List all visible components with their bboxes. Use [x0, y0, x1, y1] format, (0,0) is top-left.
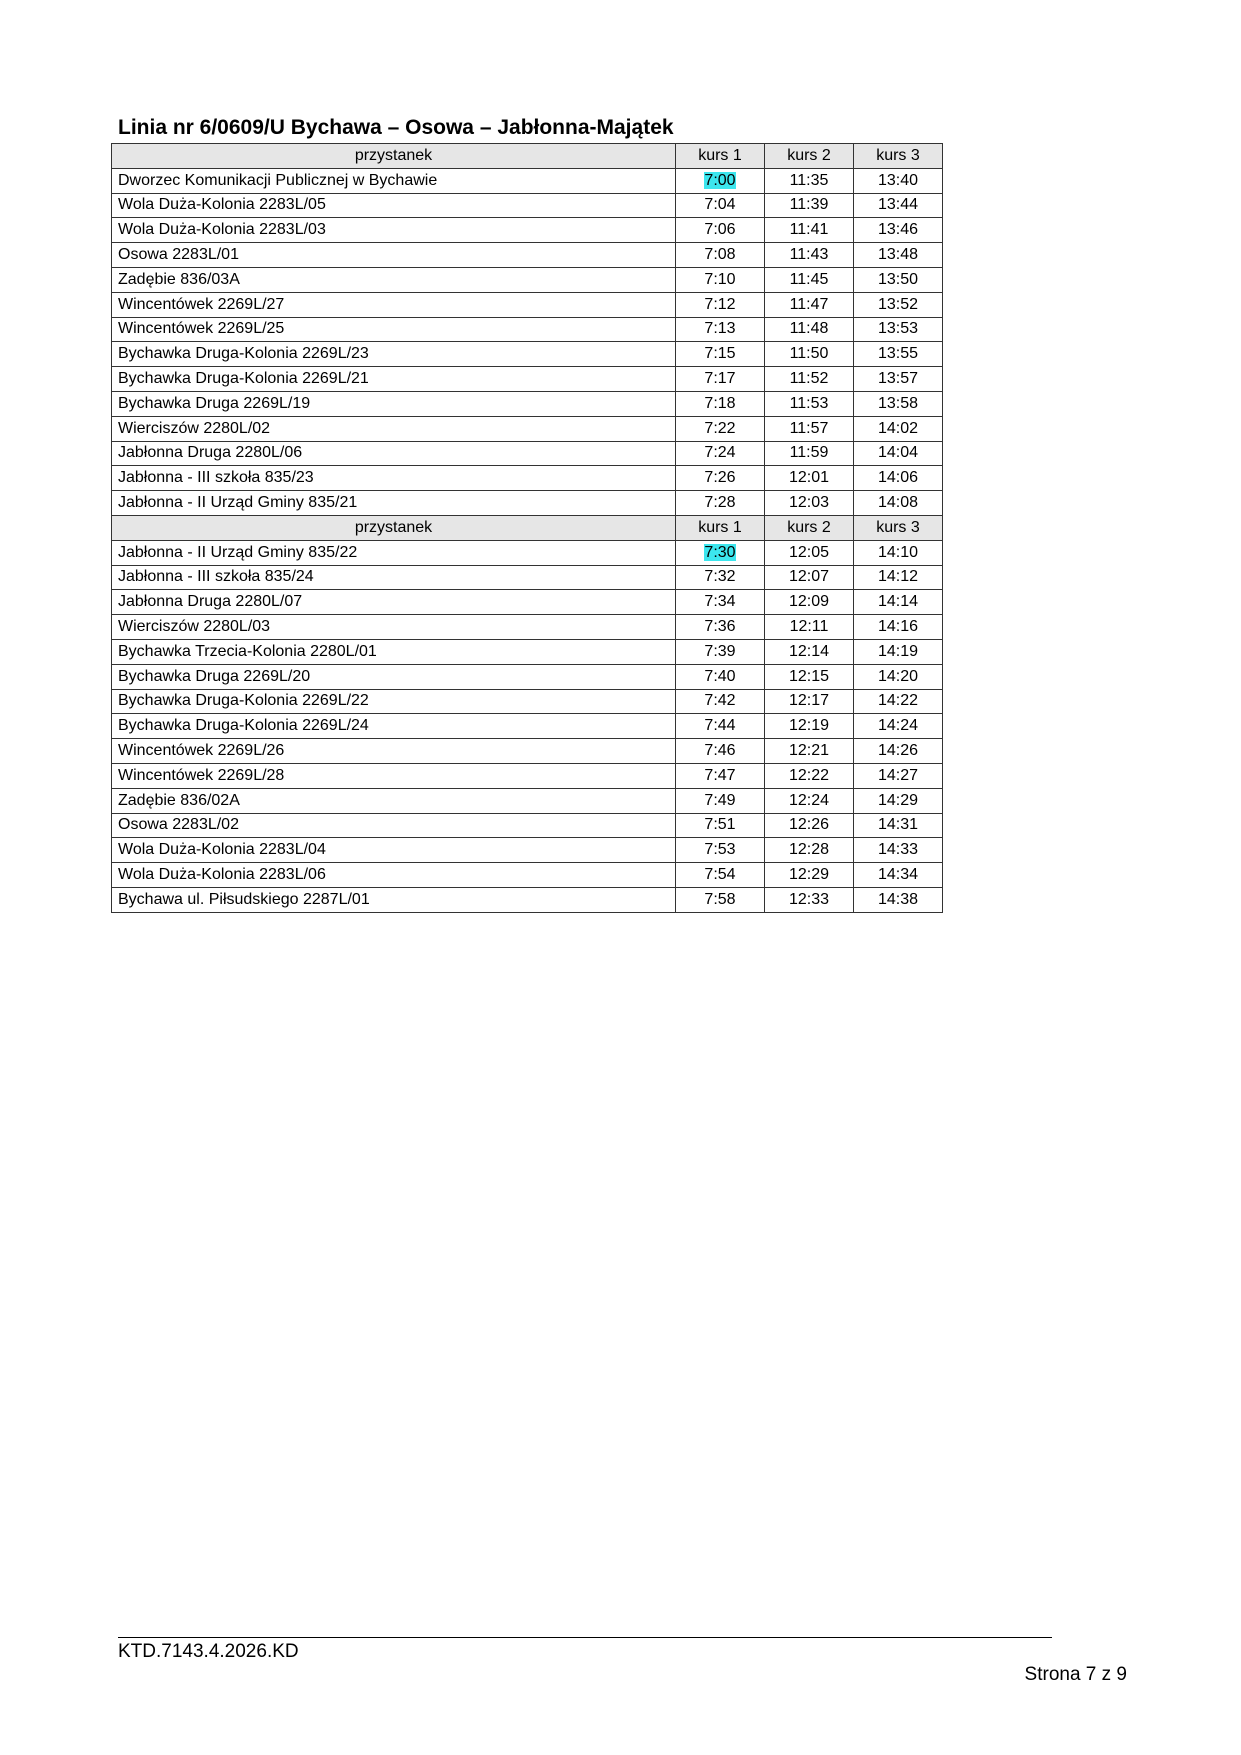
- departure-time: 7:39: [676, 639, 765, 664]
- departure-time: 14:02: [854, 416, 943, 441]
- departure-time: 13:44: [854, 193, 943, 218]
- departure-time: 11:50: [765, 342, 854, 367]
- stop-name: Jabłonna - III szkoła 835/23: [112, 466, 676, 491]
- stop-name: Wincentówek 2269L/28: [112, 763, 676, 788]
- stop-name: Wola Duża-Kolonia 2283L/05: [112, 193, 676, 218]
- departure-time: 7:42: [676, 689, 765, 714]
- departure-time: 14:06: [854, 466, 943, 491]
- departure-time: 7:34: [676, 590, 765, 615]
- stop-name: Bychawa ul. Piłsudskiego 2287L/01: [112, 887, 676, 912]
- timetable-body: [112, 144, 943, 913]
- page-number: Strona 7 z 9: [1024, 1664, 1127, 1685]
- departure-time: 11:48: [765, 317, 854, 342]
- table-row: [112, 664, 943, 689]
- table-row: [112, 367, 943, 392]
- stop-name: Bychawka Druga 2269L/19: [112, 391, 676, 416]
- table-row: [112, 590, 943, 615]
- departure-time: 13:52: [854, 292, 943, 317]
- departure-time: 14:16: [854, 615, 943, 640]
- table-row: [112, 813, 943, 838]
- departure-time: 7:22: [676, 416, 765, 441]
- stop-name: Jabłonna - III szkoła 835/24: [112, 565, 676, 590]
- departure-time: 12:33: [765, 887, 854, 912]
- table-row: [112, 391, 943, 416]
- departure-time: 7:58: [676, 887, 765, 912]
- table-row: [112, 887, 943, 912]
- departure-time: 14:10: [854, 540, 943, 565]
- stop-name: Zadębie 836/03A: [112, 267, 676, 292]
- departure-time: 7:15: [676, 342, 765, 367]
- departure-time: 11:47: [765, 292, 854, 317]
- departure-time: 11:45: [765, 267, 854, 292]
- departure-time: 11:41: [765, 218, 854, 243]
- table-row: [112, 466, 943, 491]
- departure-time: 11:59: [765, 441, 854, 466]
- departure-time: 12:22: [765, 763, 854, 788]
- departure-time: 13:57: [854, 367, 943, 392]
- departure-time: 14:08: [854, 491, 943, 516]
- table-row: [112, 763, 943, 788]
- return-header-row: [112, 515, 943, 540]
- departure-time: 11:35: [765, 168, 854, 193]
- table-row: [112, 540, 943, 565]
- table-row: [112, 491, 943, 516]
- stop-name: Wierciszów 2280L/03: [112, 615, 676, 640]
- stop-name: Bychawka Trzecia-Kolonia 2280L/01: [112, 639, 676, 664]
- header-kurs-3: kurs 3: [854, 144, 943, 169]
- departure-time: 12:17: [765, 689, 854, 714]
- stop-name: Wierciszów 2280L/02: [112, 416, 676, 441]
- departure-time: 7:32: [676, 565, 765, 590]
- table-row: [112, 788, 943, 813]
- departure-time: 12:21: [765, 739, 854, 764]
- departure-time: 14:27: [854, 763, 943, 788]
- timetable: [111, 143, 943, 913]
- departure-time: 12:14: [765, 639, 854, 664]
- departure-time: 14:34: [854, 863, 943, 888]
- stop-name: Bychawka Druga 2269L/20: [112, 664, 676, 689]
- departure-time: 7:44: [676, 714, 765, 739]
- table-row: [112, 615, 943, 640]
- departure-time: 13:58: [854, 391, 943, 416]
- stop-name: Bychawka Druga-Kolonia 2269L/22: [112, 689, 676, 714]
- departure-time: 11:57: [765, 416, 854, 441]
- departure-time: 14:19: [854, 639, 943, 664]
- stop-name: Osowa 2283L/01: [112, 243, 676, 268]
- departure-time: 7:51: [676, 813, 765, 838]
- departure-time: 13:40: [854, 168, 943, 193]
- stop-name: Wola Duża-Kolonia 2283L/03: [112, 218, 676, 243]
- stop-name: Osowa 2283L/02: [112, 813, 676, 838]
- departure-time: 12:29: [765, 863, 854, 888]
- departure-time: 12:24: [765, 788, 854, 813]
- stop-name: Bychawka Druga-Kolonia 2269L/24: [112, 714, 676, 739]
- departure-time: 7:13: [676, 317, 765, 342]
- departure-time: 12:19: [765, 714, 854, 739]
- departure-time: 7:18: [676, 391, 765, 416]
- highlighted-time: 7:00: [704, 171, 736, 189]
- departure-time: 7:47: [676, 763, 765, 788]
- departure-time: 14:14: [854, 590, 943, 615]
- header-stop: przystanek: [112, 515, 676, 540]
- table-row: [112, 838, 943, 863]
- table-row: [112, 193, 943, 218]
- stop-name: Wincentówek 2269L/26: [112, 739, 676, 764]
- departure-time: 14:38: [854, 887, 943, 912]
- departure-time: 14:22: [854, 689, 943, 714]
- stop-name: Jabłonna - II Urząd Gminy 835/22: [112, 540, 676, 565]
- stop-name: Jabłonna - II Urząd Gminy 835/21: [112, 491, 676, 516]
- table-row: [112, 863, 943, 888]
- table-row: [112, 714, 943, 739]
- stop-name: Zadębie 836/02A: [112, 788, 676, 813]
- departure-time: 11:43: [765, 243, 854, 268]
- departure-time: 7:24: [676, 441, 765, 466]
- table-row: [112, 565, 943, 590]
- departure-time: 7:17: [676, 367, 765, 392]
- departure-time: 13:46: [854, 218, 943, 243]
- departure-time: 12:09: [765, 590, 854, 615]
- table-row: [112, 639, 943, 664]
- departure-time: 12:26: [765, 813, 854, 838]
- departure-time: 7:46: [676, 739, 765, 764]
- departure-time: 13:50: [854, 267, 943, 292]
- departure-time: 14:12: [854, 565, 943, 590]
- table-row: [112, 416, 943, 441]
- header-kurs-1: kurs 1: [676, 144, 765, 169]
- stop-name: Bychawka Druga-Kolonia 2269L/23: [112, 342, 676, 367]
- departure-time: 7:08: [676, 243, 765, 268]
- header-stop: przystanek: [112, 144, 676, 169]
- departure-time: 14:31: [854, 813, 943, 838]
- header-kurs-2: kurs 2: [765, 144, 854, 169]
- departure-time: 12:28: [765, 838, 854, 863]
- departure-time: 7:54: [676, 863, 765, 888]
- table-row: [112, 243, 943, 268]
- stop-name: Wincentówek 2269L/25: [112, 317, 676, 342]
- departure-time: 14:33: [854, 838, 943, 863]
- table-row: [112, 168, 943, 193]
- departure-time: 11:52: [765, 367, 854, 392]
- departure-time: 7:10: [676, 267, 765, 292]
- table-row: [112, 292, 943, 317]
- table-row: [112, 218, 943, 243]
- departure-time: 13:48: [854, 243, 943, 268]
- table-row: [112, 342, 943, 367]
- departure-time: 13:53: [854, 317, 943, 342]
- stop-name: Bychawka Druga-Kolonia 2269L/21: [112, 367, 676, 392]
- table-row: [112, 317, 943, 342]
- departure-time: [676, 168, 765, 193]
- departure-time: 13:55: [854, 342, 943, 367]
- departure-time: 7:28: [676, 491, 765, 516]
- table-row: [112, 739, 943, 764]
- departure-time: 7:40: [676, 664, 765, 689]
- departure-time: 7:36: [676, 615, 765, 640]
- stop-name: Wincentówek 2269L/27: [112, 292, 676, 317]
- departure-time: 14:26: [854, 739, 943, 764]
- departure-time: 7:12: [676, 292, 765, 317]
- departure-time: 7:26: [676, 466, 765, 491]
- departure-time: 7:04: [676, 193, 765, 218]
- header-kurs-2: kurs 2: [765, 515, 854, 540]
- departure-time: 11:39: [765, 193, 854, 218]
- departure-time: 12:15: [765, 664, 854, 689]
- table-row: [112, 441, 943, 466]
- table-row: [112, 689, 943, 714]
- stop-name: Dworzec Komunikacji Publicznej w Bychawie: [112, 168, 676, 193]
- table-row: [112, 267, 943, 292]
- departure-time: 14:04: [854, 441, 943, 466]
- departure-time: 14:29: [854, 788, 943, 813]
- departure-time: [676, 540, 765, 565]
- stop-name: Jabłonna Druga 2280L/06: [112, 441, 676, 466]
- header-kurs-1: kurs 1: [676, 515, 765, 540]
- departure-time: 7:49: [676, 788, 765, 813]
- departure-time: 11:53: [765, 391, 854, 416]
- departure-time: 14:20: [854, 664, 943, 689]
- departure-time: 12:07: [765, 565, 854, 590]
- footer-divider: [118, 1637, 1052, 1638]
- stop-name: Wola Duża-Kolonia 2283L/06: [112, 863, 676, 888]
- departure-time: 12:03: [765, 491, 854, 516]
- departure-time: 14:24: [854, 714, 943, 739]
- departure-time: 7:06: [676, 218, 765, 243]
- document-id: KTD.7143.4.2026.KD: [118, 1641, 299, 1662]
- page-title: Linia nr 6/0609/U Bychawa – Osowa – Jabłonna-Majątek: [118, 116, 674, 139]
- departure-time: 12:01: [765, 466, 854, 491]
- highlighted-time: 7:30: [704, 543, 736, 561]
- header-kurs-3: kurs 3: [854, 515, 943, 540]
- departure-time: 12:11: [765, 615, 854, 640]
- departure-time: 12:05: [765, 540, 854, 565]
- stop-name: Wola Duża-Kolonia 2283L/04: [112, 838, 676, 863]
- outbound-header-row: [112, 144, 943, 169]
- stop-name: Jabłonna Druga 2280L/07: [112, 590, 676, 615]
- departure-time: 7:53: [676, 838, 765, 863]
